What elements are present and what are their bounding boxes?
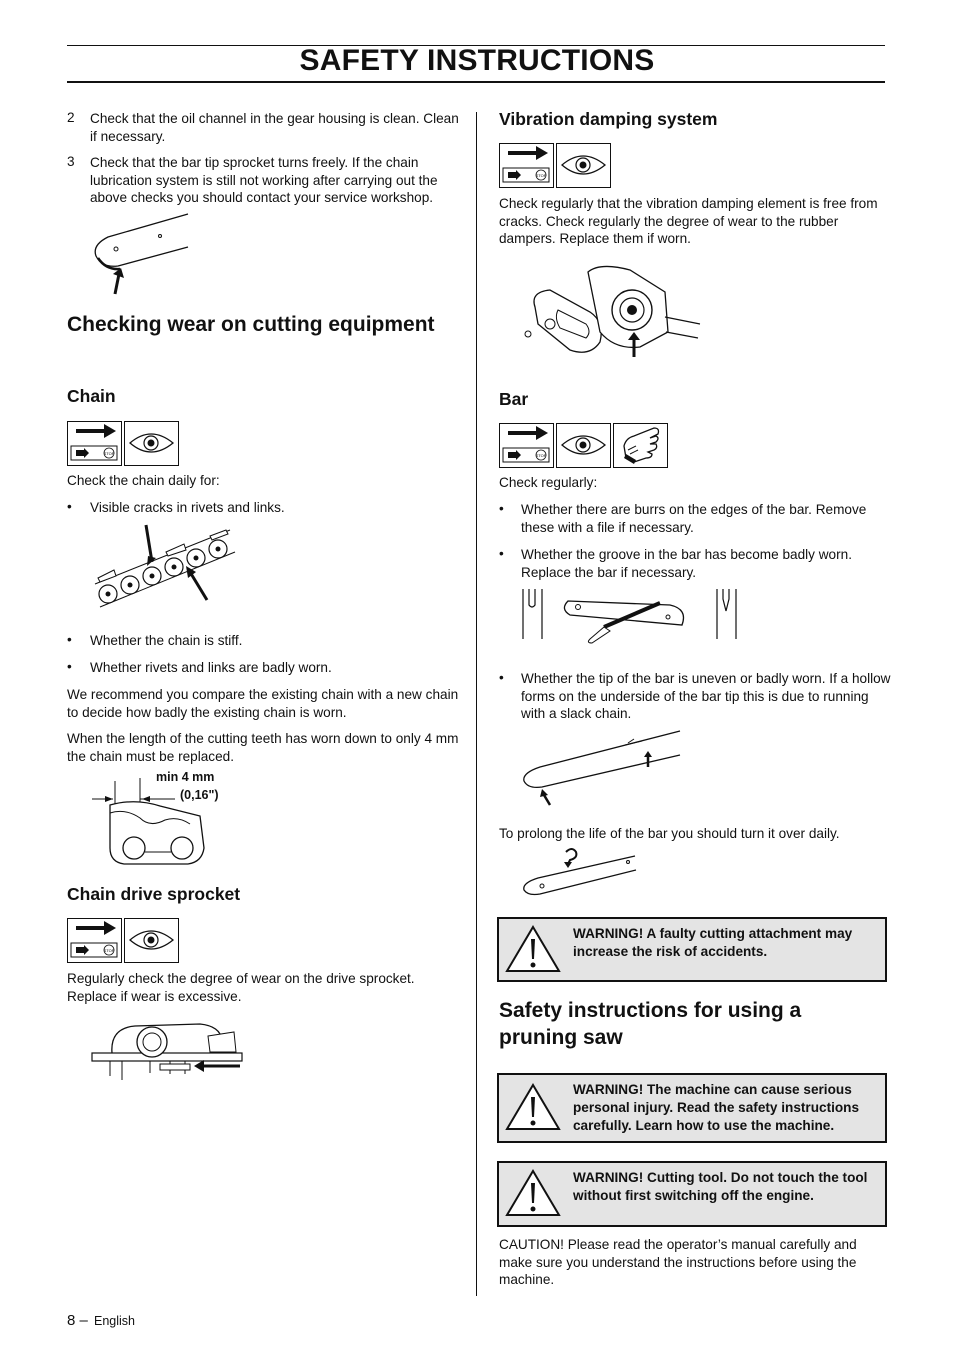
stop-label: STOP <box>535 173 547 178</box>
chain-illustration <box>90 522 240 617</box>
warning-triangle-icon <box>505 925 561 973</box>
action-arrow-icon <box>67 421 122 466</box>
bar-tip-illustration <box>88 212 198 297</box>
eye-inspect-icon <box>124 918 179 963</box>
action-arrow-icon <box>499 423 554 468</box>
step-text: Check that the bar tip sprocket turns freely. If the chain lubrication system is still not working after carrying out the above checks you should contact your service workshop. <box>90 155 438 205</box>
eye-inspect-icon <box>124 421 179 466</box>
stop-label: STOP <box>535 453 547 458</box>
page-number: 8 – <box>67 1312 88 1329</box>
chain-heading: Chain <box>67 386 116 406</box>
chain-bullet: Visible cracks in rivets and links. <box>90 500 285 515</box>
chain-bullet: Whether rivets and links are badly worn. <box>90 660 332 675</box>
page-title: SAFETY INSTRUCTIONS <box>299 44 655 77</box>
bar-bullet: Whether there are burrs on the edges of the bar. Remove these with a file if necessary. <box>521 502 867 535</box>
turn-bar-text: To prolong the life of the bar you should turn it over daily. <box>499 826 840 841</box>
eye-inspect-icon <box>556 423 611 468</box>
vibration-text: Check regularly that the vibration damping element is free from cracks. Check regularly the degree of wear to the rubber dampers. Replace them if worn. <box>499 196 878 246</box>
bullet-icon: • <box>67 499 72 514</box>
step-text: Check that the oil channel in the gear housing is clean. Clean if necessary. <box>90 111 459 144</box>
step-number: 3 <box>67 154 75 169</box>
warning-triangle-icon <box>505 1169 561 1217</box>
section-title: Checking wear on cutting equipment <box>67 313 435 336</box>
warning-text: WARNING! A faulty cutting attachment may increase the risk of accidents. <box>573 926 853 959</box>
bullet-icon: • <box>67 659 72 674</box>
header-bottom-rule <box>67 81 885 83</box>
chain-intro: Check the chain daily for: <box>67 473 220 488</box>
warning-triangle-icon <box>505 1083 561 1131</box>
bullet-icon: • <box>499 546 504 561</box>
column-divider <box>476 112 477 1296</box>
bullet-icon: • <box>67 632 72 647</box>
bullet-icon: • <box>499 501 504 516</box>
measure-label-in: (0,16") <box>180 788 219 802</box>
bar-file-illustration <box>520 587 740 655</box>
bar-bullet: Whether the tip of the bar is uneven or badly worn. If a hollow forms on the underside of the bar tip this is due to running with a slack chain. <box>521 671 891 721</box>
glove-icon <box>613 423 668 468</box>
sprocket-heading: Chain drive sprocket <box>67 884 241 904</box>
footer-language: English <box>94 1314 135 1328</box>
chain-bullet: Whether the chain is stiff. <box>90 633 243 648</box>
chain-paragraph: We recommend you compare the existing chain with a new chain to decide how badly the existing chain is worn. <box>67 687 459 720</box>
bar-bullet: Whether the groove in the bar has become badly worn. Replace the bar if necessary. <box>521 547 852 580</box>
measure-label-mm: min 4 mm <box>156 770 215 784</box>
caution-text: CAUTION! Please read the operator’s manual carefully and make sure you understand the instructions before using the machine. <box>499 1237 857 1287</box>
bullet-icon: • <box>499 670 504 685</box>
step-number: 2 <box>67 110 75 125</box>
warning-text: WARNING! Cutting tool. Do not touch the tool without first switching off the engine. <box>573 1170 868 1203</box>
bar-turn-illustration <box>520 848 640 900</box>
eye-inspect-icon <box>556 143 611 188</box>
pruning-section-title: Safety instructions for using a pruning saw <box>499 999 802 1049</box>
action-arrow-icon <box>67 918 122 963</box>
sprocket-text: Regularly check the degree of wear on the drive sprocket. Replace if wear is excessive. <box>67 971 415 1004</box>
cutter-tooth-illustration <box>90 778 220 870</box>
stop-label: STOP <box>103 948 115 953</box>
bar-heading: Bar <box>499 389 529 409</box>
warning-box <box>497 1073 887 1143</box>
warning-text: WARNING! The machine can cause serious personal injury. Read the safety instructions carefully. Learn how to use the machine. <box>573 1082 860 1133</box>
bar-tip-wear-illustration <box>520 729 685 809</box>
stop-label: STOP <box>103 451 115 456</box>
bar-intro: Check regularly: <box>499 475 598 490</box>
warning-box <box>497 1161 887 1227</box>
drive-sprocket-illustration <box>90 1018 250 1088</box>
chain-paragraph: When the length of the cutting teeth has worn down to only 4 mm the chain must be replaced. <box>67 731 459 764</box>
vibration-heading: Vibration damping system <box>499 109 718 129</box>
vibration-damper-illustration <box>520 262 700 362</box>
action-arrow-icon <box>499 143 554 188</box>
warning-box <box>497 917 887 982</box>
